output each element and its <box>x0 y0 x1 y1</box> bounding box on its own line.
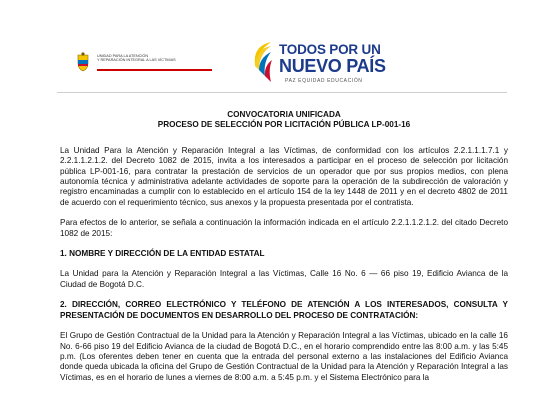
paragraph-reference: Para efectos de lo anterior, se señala a continuación la información indicada en el artículo 2.2.1.1.2.1.2. del citado Decreto 1082 de 2015: <box>60 218 508 238</box>
tricolor-swoosh-icon <box>249 40 281 84</box>
paragraph-entity-address: La Unidad para la Atención y Reparación Integral a las Víctimas, Calle 16 No. 6 — 66 piso 19, Edificio Avianca de la Ciudad de Bogotá D.C. <box>60 269 508 289</box>
paragraph-invitation: La Unidad Para la Atención y Reparación Integral a las Víctimas, de conformidad con los artículos 2.2.1.1.1.7.1 y 2.2.1.1.2.1.2. del Decreto 1082 de 2015, invita a los interesados a participar en el proceso de selección por licitación pública LP-001-16, para contratar la prestación de servicios de un operador que por sus propios medios, con plena autonomía técnica y administrativa adelante actividades de soporte para la operación de la subdirección de valoración y registro encaminadas a cumplir con lo establecido en el artículo 154 de la ley 1448 de 2011 y en el decreto 4802 de 2011 de acuerdo con el requerimiento técnico, sus anexos y la propuesta presentada por el contratista. <box>60 145 508 207</box>
colombia-crest-icon <box>75 52 91 72</box>
unidad-victimas-logo <box>75 52 215 76</box>
slogan-line-2: NUEVO PAÍS <box>279 56 386 76</box>
letterhead <box>57 30 507 92</box>
unidad-logo-divider <box>97 69 212 71</box>
section-heading-2: 2. DIRECCIÓN, CORREO ELECTRÓNICO Y TELÉFONO DE ATENCIÓN A LOS INTERESADOS, CONSULTA Y PRESENTACIÓN DE DOCUMENTOS EN DESARROLLO DEL PROCESO DE CONTRATACIÓN: <box>60 300 508 320</box>
slogan-line-1: TODOS POR UN <box>279 42 381 57</box>
paragraph-contact-details: El Grupo de Gestión Contractual de la Unidad para la Atención y Reparación Integral a las Víctimas, ubicado en la calle 16 No. 6-66 piso 19 del Edificio Avianca de la ciudad de Bogotá D.C., en el horario comprendido entre las 8:00 a.m. y las 5:45 p.m. (Los oferentes deben tener en cuenta que la entrada del personal externo a las instalaciones del Edificio Avianca donde queda ubicada la oficina del Grupo de Gestión Contractual de la Unidad para la Atención y Reparación Integral a las Víctimas, es en el horario de lunes a viernes de 8:00 a.m. a 5:45 p.m. y el Sistema Electrónico para la <box>60 331 508 382</box>
document-title: CONVOCATORIA UNIFICADA <box>227 110 341 119</box>
document-body <box>60 110 508 383</box>
unidad-logo-line-1: UNIDAD PARA LA ATENCIÓN <box>97 54 149 58</box>
header-divider <box>57 92 507 93</box>
document-subtitle: PROCESO DE SELECCIÓN POR LICITACIÓN PÚBLICA LP-001-16 <box>157 120 411 130</box>
todos-por-un-nuevo-pais-logo <box>249 38 389 90</box>
slogan-tagline: PAZ EQUIDAD EDUCACIÓN <box>285 78 363 84</box>
section-heading-1: 1. NOMBRE Y DIRECCIÓN DE LA ENTIDAD ESTATAL <box>60 249 265 259</box>
unidad-logo-line-2: Y REPARACIÓN INTEGRAL A LAS VÍCTIMAS <box>97 58 176 63</box>
unidad-logo-text <box>97 54 217 63</box>
